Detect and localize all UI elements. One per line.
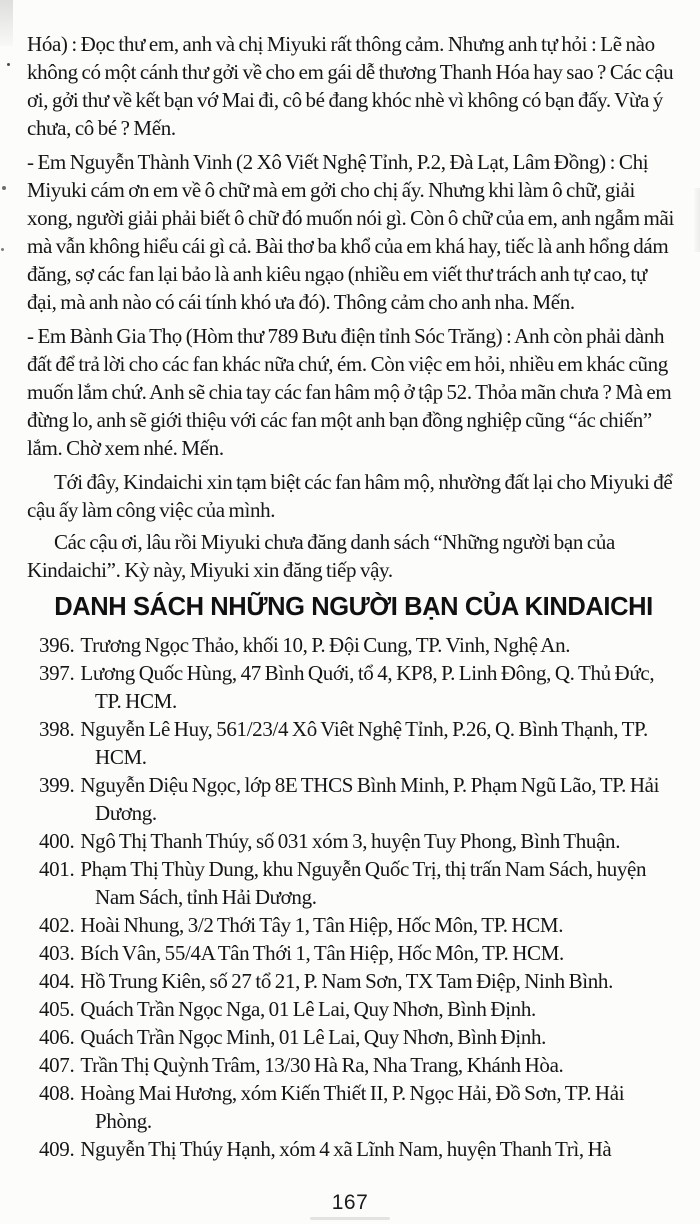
page-content [27, 30, 680, 1163]
list-item [39, 1079, 680, 1135]
list-item [39, 995, 680, 1023]
list-item-number: 402. [39, 913, 75, 937]
paragraph: Hóa) : Đọc thư em, anh và chị Miyuki rất thông cảm. Nhưng anh tự hỏi : Lẽ nào không có một cánh thư gởi về cho em gái dễ thương Thanh Hóa hay sao ? Các cậu ơi, gởi thư về kết bạn vớ Mai đi, cô bé đang khóc nhè vì không có bạn đấy. Vừa ý chưa, cô bé ? Mến. [27, 32, 674, 140]
list-item-number: 406. [39, 1025, 75, 1049]
list-item [39, 1051, 680, 1079]
list-item [39, 715, 680, 771]
friends-list [39, 631, 680, 1163]
list-item-text: Bích Vân, 55/4A Tân Thới 1, Tân Hiệp, Hốc Môn, TP. HCM. [80, 941, 564, 965]
scan-smudge-right [694, 188, 700, 252]
list-item-number: 396. [39, 633, 75, 657]
list-item [39, 967, 680, 995]
list-item-number: 398. [39, 717, 75, 741]
paragraph: Tới đây, Kindaichi xin tạm biệt các fan hâm mộ, nhường đất lại cho Miyuki để cậu ấy làm công việc của mình. [27, 470, 673, 522]
list-item-text: Trần Thị Quỳnh Trâm, 13/30 Hà Ra, Nha Trang, Khánh Hòa. [80, 1053, 564, 1077]
paragraph: - Em Nguyễn Thành Vinh (2 Xô Viết Nghệ Tỉnh, P.2, Đà Lạt, Lâm Đồng) : Chị Miyuki cám ơn em về ô chữ mà em gởi cho chị ấy. Nhưng khi làm ô chữ, giải xong, người giải phải biết ô chữ đó muốn nói gì. Còn ô chữ của em, anh ngẫm mãi mà vẫn không hiểu cái gì cả. Bài thơ ba khổ của em khá hay, tiếc là anh hổng dám đăng, sợ các fan lại bảo là anh kiêu ngạo (nhiều em viết thư trách anh tự cao, tự đại, mà anh nào có cái tính khó ưa đó). Thông cảm cho anh nha. Mến. [27, 150, 674, 314]
list-item-text: Hồ Trung Kiên, số 27 tổ 21, P. Nam Sơn, TX Tam Điệp, Ninh Bình. [80, 969, 613, 993]
list-item-number: 403. [39, 941, 75, 965]
scan-speck [7, 63, 10, 66]
list-item-number: 405. [39, 997, 75, 1021]
scan-smudge-bottom [310, 1217, 390, 1220]
list-item-text: Quách Trần Ngọc Minh, 01 Lê Lai, Quy Nhơn, Bình Định. [80, 1025, 547, 1049]
list-item-number: 407. [39, 1053, 75, 1077]
list-item [39, 659, 680, 715]
scan-speck [1, 248, 4, 251]
list-item-text: Quách Trần Ngọc Nga, 01 Lê Lai, Quy Nhơn, Bình Định. [80, 997, 536, 1021]
page-number: 167 [331, 1191, 369, 1214]
list-item-number: 404. [39, 969, 75, 993]
list-item-number: 399. [39, 773, 75, 797]
list-item-text: Lương Quốc Hùng, 47 Bình Quới, tổ 4, KP8, P. Linh Đông, Q. Thủ Đức, TP. HCM. [80, 661, 655, 713]
list-item [39, 855, 680, 911]
list-item [39, 631, 680, 659]
list-item-text: Ngô Thị Thanh Thúy, số 031 xóm 3, huyện Tuy Phong, Bình Thuận. [80, 829, 621, 853]
list-item [39, 1135, 680, 1163]
list-item-number: 408. [39, 1081, 75, 1105]
list-item [39, 1023, 680, 1051]
list-item-number: 409. [39, 1137, 75, 1161]
list-item [39, 771, 680, 827]
list-item [39, 911, 680, 939]
letter-reply-paragraphs [27, 30, 680, 584]
paragraph: Các cậu ơi, lâu rồi Miyuki chưa đăng danh sách “Những người bạn của Kindaichi”. Kỳ này, Miyuki xin đăng tiếp vậy. [27, 530, 615, 582]
list-item-text: Nguyễn Diệu Ngọc, lớp 8E THCS Bình Minh, P. Phạm Ngũ Lão, TP. Hải Dương. [80, 773, 660, 825]
scan-smudge-top-left [0, 0, 13, 46]
list-item-text: Nguyễn Lê Huy, 561/23/4 Xô Viêt Nghệ Tỉnh, P.26, Q. Bình Thạnh, TP. HCM. [80, 717, 648, 769]
list-item-number: 397. [39, 661, 75, 685]
paragraph: - Em Bành Gia Thọ (Hòm thư 789 Bưu điện tỉnh Sóc Trăng) : Anh còn phải dành đất để trả lời cho các fan khác nữa chứ, ém. Còn việc em hỏi, nhiều em khác cũng muốn lắm chứ. Anh sẽ chia tay các fan hâm mộ ở tập 52. Thỏa mãn chưa ? Mà em đừng lo, anh sẽ giới thiệu với các fan một anh bạn đồng nghiệp cũng “ác chiến” lắm. Chờ xem nhé. Mến. [27, 324, 672, 460]
list-item-text: Nguyễn Thị Thúy Hạnh, xóm 4 xã Lĩnh Nam, huyện Thanh Trì, Hà [80, 1137, 612, 1161]
list-item [39, 939, 680, 967]
list-item-number: 401. [39, 857, 75, 881]
scan-speck [2, 186, 6, 190]
list-item-text: Trương Ngọc Thảo, khối 10, P. Đội Cung, TP. Vinh, Nghệ An. [80, 633, 571, 657]
list-item-text: Hoài Nhung, 3/2 Thới Tây 1, Tân Hiệp, Hốc Môn, TP. HCM. [80, 913, 564, 937]
list-item-number: 400. [39, 829, 75, 853]
list-item-text: Hoàng Mai Hương, xóm Kiến Thiết II, P. Ngọc Hải, Đồ Sơn, TP. Hải Phòng. [80, 1081, 625, 1133]
list-item-text: Phạm Thị Thùy Dung, khu Nguyễn Quốc Trị, thị trấn Nam Sách, huyện Nam Sách, tỉnh Hải Dương. [80, 857, 647, 909]
list-item [39, 827, 680, 855]
friends-list-heading: DANH SÁCH NHỮNG NGƯỜI BẠN CỦA KINDAICHI [54, 593, 653, 621]
